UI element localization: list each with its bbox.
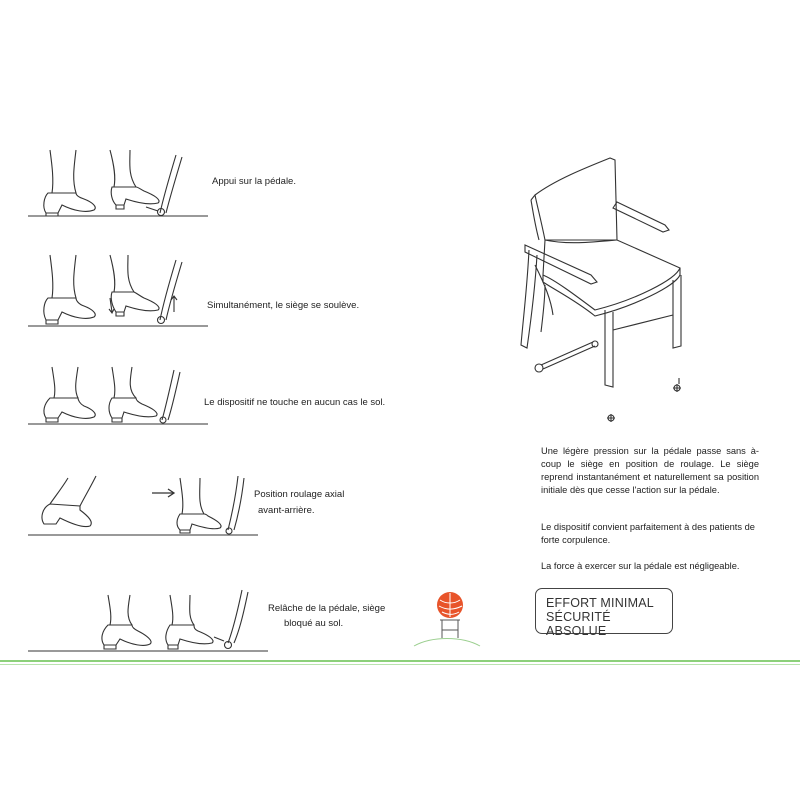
left-leg: [50, 255, 53, 298]
step-1-illustration: [28, 145, 208, 225]
right-shoe: [111, 187, 159, 205]
chair-leg: [162, 370, 174, 420]
right-armrest: [613, 202, 669, 232]
right-shoe: [109, 398, 157, 418]
step-5-text-line1: Relâche de la pédale, siège: [268, 603, 386, 614]
right-shoe: [111, 292, 159, 312]
back-left-leg: [541, 285, 545, 332]
badge-line-1: EFFORT MINIMAL: [546, 596, 654, 610]
step-2-text: Simultanément, le siège se soulève.: [207, 300, 360, 311]
pedal: [226, 528, 232, 534]
step-1-text: Appui sur la pédale.: [212, 176, 296, 187]
left-leg: [108, 595, 111, 625]
description-paragraph-2: Le dispositif convient parfaitement à des patients de forte corpulence.: [541, 522, 755, 545]
right-shoe: [166, 625, 213, 645]
back-right-leg: [673, 275, 681, 348]
right-leg: [180, 478, 183, 514]
left-leg: [50, 150, 53, 193]
left-shoe: [42, 504, 91, 527]
arrow: [152, 489, 174, 497]
description-paragraph-3: La force à exercer sur la pédale est négligeable.: [541, 561, 740, 571]
footer-divider-line-2: [0, 664, 800, 665]
step-5-text-line2: bloqué au sol.: [284, 618, 344, 629]
left-shoe: [102, 625, 151, 645]
right-leg: [112, 367, 115, 398]
chair-illustration: [515, 150, 695, 430]
step-3-text: Le dispositif ne touche en aucun cas le sol.: [204, 397, 386, 408]
description-paragraph-1: Une légère pression sur la pédale passe sans à-coup le siège en position de roulage. Le siège reprend instantanément et naturellement sa position initiale dès que cesse l'action sur la pédale.: [541, 446, 759, 495]
chair-leg: [228, 590, 242, 643]
footer-divider-line-1: [0, 660, 800, 662]
logo-icon: [412, 590, 482, 650]
right-shoe: [177, 514, 221, 530]
step-4-text-line1: Position roulage axial: [254, 489, 345, 500]
chair-seat: [543, 240, 680, 310]
front-left-leg: [521, 250, 537, 348]
left-shoe: [44, 398, 95, 418]
right-leg: [110, 150, 115, 187]
left-shoe: [44, 193, 95, 213]
step-4-illustration: [28, 468, 258, 543]
pedal-bar: [541, 342, 595, 369]
chair-back: [535, 158, 617, 243]
step-2-illustration: [28, 250, 208, 330]
left-leg: [50, 478, 68, 504]
right-leg: [110, 255, 115, 292]
step-5-illustration: [28, 585, 268, 655]
front-right-leg: [605, 310, 613, 387]
step-4-text-line2: avant-arrière.: [258, 505, 315, 516]
left-leg: [52, 367, 55, 398]
right-leg: [170, 595, 173, 625]
left-shoe: [44, 298, 95, 320]
up-arrow: [171, 296, 177, 312]
badge-line-2: SÉCURITÉ ABSOLUE: [546, 610, 611, 638]
step-3-illustration: [28, 362, 208, 432]
effort-securite-badge: [535, 588, 673, 638]
